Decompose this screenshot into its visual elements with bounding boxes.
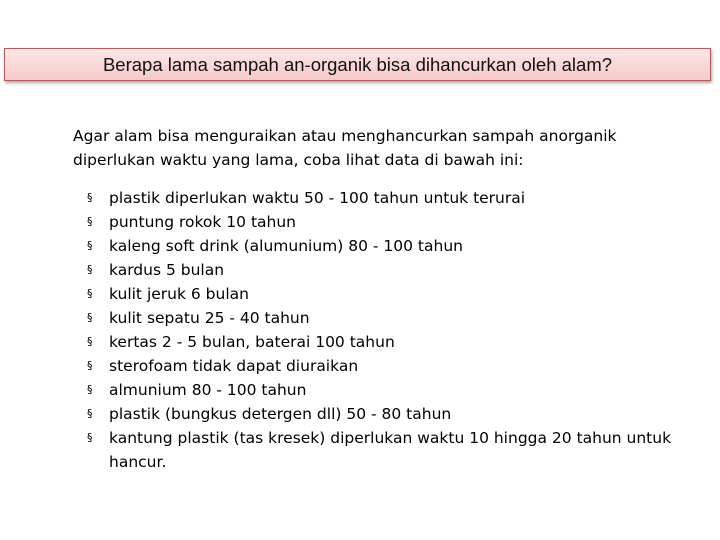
bullet-icon: § — [87, 383, 93, 396]
bullet-icon: § — [87, 335, 93, 348]
list-item — [73, 402, 693, 426]
list-item-text: kardus 5 bulan — [109, 261, 225, 279]
bullet-icon: § — [87, 431, 93, 444]
list-item — [73, 258, 693, 282]
intro-paragraph: Agar alam bisa menguraikan atau menghancurkan sampah anorganik diperlukan waktu yang lama, coba lihat data di bawah ini: — [73, 127, 617, 169]
list-item — [73, 186, 693, 210]
bullet-icon: § — [87, 239, 93, 252]
list-item — [73, 306, 693, 330]
list-item — [73, 210, 693, 234]
list-item-text: kulit jeruk 6 bulan — [109, 285, 249, 303]
bullet-icon: § — [87, 215, 93, 228]
bullet-icon: § — [87, 287, 93, 300]
list-item-text: kulit sepatu 25 - 40 tahun — [109, 309, 310, 327]
bullet-icon: § — [87, 407, 93, 420]
list-item — [73, 282, 693, 306]
bullet-icon: § — [87, 263, 93, 276]
content-body — [73, 124, 693, 474]
bullet-icon: § — [87, 191, 93, 204]
list-item-text: kertas 2 - 5 bulan, baterai 100 tahun — [109, 333, 395, 351]
list-item-text: kantung plastik (tas kresek) diperlukan waktu 10 hingga 20 tahun untuk hancur. — [109, 429, 672, 471]
list-item-text: sterofoam tidak dapat diuraikan — [109, 357, 359, 375]
page-title: Berapa lama sampah an-organik bisa dihancurkan oleh alam? — [102, 53, 613, 75]
list-item-text: plastik (bungkus detergen dll) 50 - 80 tahun — [109, 405, 452, 423]
list-item-text: almunium 80 - 100 tahun — [109, 381, 307, 399]
list-item — [73, 378, 693, 402]
list-item-text: puntung rokok 10 tahun — [109, 213, 296, 231]
list-item-text: kaleng soft drink (alumunium) 80 - 100 tahun — [109, 237, 463, 255]
bullet-icon: § — [87, 311, 93, 324]
list-item — [73, 330, 693, 354]
list-item — [73, 426, 693, 474]
list-item — [73, 234, 693, 258]
title-banner — [4, 48, 711, 81]
list-item-text: plastik diperlukan waktu 50 - 100 tahun untuk terurai — [109, 189, 526, 207]
bullet-icon: § — [87, 359, 93, 372]
list-item — [73, 354, 693, 378]
bullet-list — [73, 186, 693, 474]
